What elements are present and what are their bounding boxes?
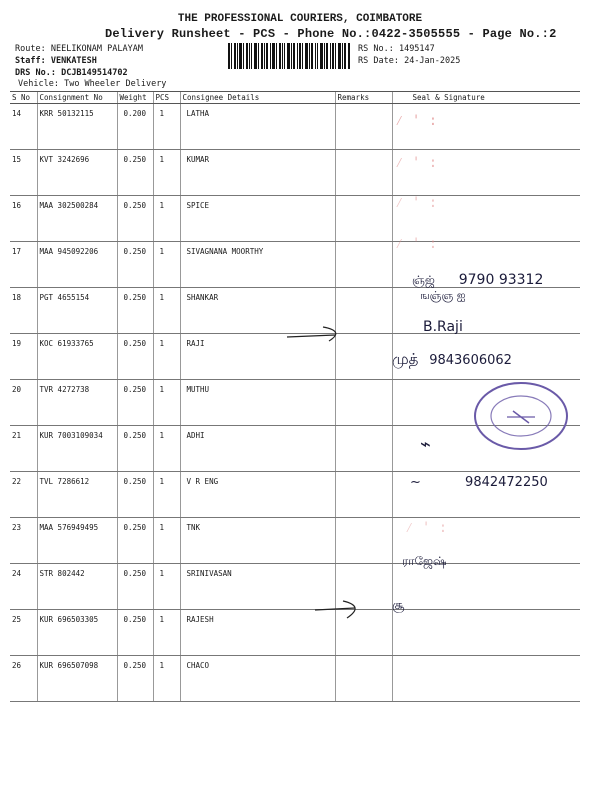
cell-consignment-no: STR 802442 bbox=[37, 564, 117, 610]
handwritten-phone-20: 9843606062 bbox=[429, 353, 512, 368]
col-header-sno: S No bbox=[10, 92, 37, 104]
cell-consignee: MUTHU bbox=[180, 380, 335, 426]
vehicle-value: Two Wheeler Delivery bbox=[64, 79, 167, 89]
cell-remarks bbox=[335, 242, 392, 288]
cell-weight: 0.250 bbox=[117, 472, 153, 518]
cell-seal-signature bbox=[392, 656, 580, 702]
cell-sno: 23 bbox=[10, 518, 37, 564]
faint-mark-row-17: ⁄ ' : bbox=[395, 236, 438, 252]
signature-scribble: ஞ்ஜ் bbox=[412, 273, 435, 287]
handwritten-phone-18: 9790 93312 bbox=[458, 272, 544, 288]
cell-consignment-no: KUR 696507098 bbox=[37, 656, 117, 702]
cell-consignee: SRINIVASAN bbox=[180, 564, 335, 610]
cell-consignee: RAJESH bbox=[180, 610, 335, 656]
runsheet-title: Delivery Runsheet - PCS - Phone No.:0422-3505555 - Page No.:2 bbox=[105, 27, 557, 41]
signature-row-18 bbox=[412, 272, 543, 289]
cell-remarks bbox=[335, 426, 392, 472]
cell-sno: 21 bbox=[10, 426, 37, 472]
table-row bbox=[10, 518, 580, 564]
cell-sno: 17 bbox=[10, 242, 37, 288]
vehicle-label: Vehicle: bbox=[18, 79, 59, 89]
signature-row-22: ⌁ bbox=[420, 434, 431, 455]
cell-sno: 18 bbox=[10, 288, 37, 334]
cell-consignment-no: TVR 4272738 bbox=[37, 380, 117, 426]
cell-remarks bbox=[335, 518, 392, 564]
table-row bbox=[10, 610, 580, 656]
cell-sno: 26 bbox=[10, 656, 37, 702]
cell-consignee: V R ENG bbox=[180, 472, 335, 518]
cell-sno: 22 bbox=[10, 472, 37, 518]
cell-weight: 0.250 bbox=[117, 334, 153, 380]
cell-consignment-no: KUR 696503305 bbox=[37, 610, 117, 656]
cell-sno: 15 bbox=[10, 150, 37, 196]
signature-row-23 bbox=[410, 475, 548, 490]
cell-consignee: LATHA bbox=[180, 104, 335, 150]
table-header-row bbox=[10, 92, 580, 104]
table-row bbox=[10, 656, 580, 702]
table-row bbox=[10, 150, 580, 196]
cell-consignment-no: MAA 576949495 bbox=[37, 518, 117, 564]
cell-consignment-no: KUR 7003109034 bbox=[37, 426, 117, 472]
cell-consignee: SPICE bbox=[180, 196, 335, 242]
cell-weight: 0.250 bbox=[117, 196, 153, 242]
cell-remarks bbox=[335, 150, 392, 196]
faint-mark-row-16: ⁄ ' : bbox=[395, 195, 438, 211]
drs-line bbox=[15, 68, 128, 78]
cell-pcs: 1 bbox=[153, 426, 180, 472]
cell-seal-signature bbox=[392, 610, 580, 656]
cell-pcs: 1 bbox=[153, 656, 180, 702]
faint-mark-row-15: ⁄ ' : bbox=[395, 155, 438, 171]
cell-consignee: CHACO bbox=[180, 656, 335, 702]
cell-weight: 0.250 bbox=[117, 288, 153, 334]
cell-consignee: TNK bbox=[180, 518, 335, 564]
cell-weight: 0.250 bbox=[117, 150, 153, 196]
seal-stamp bbox=[473, 381, 569, 451]
cell-pcs: 1 bbox=[153, 564, 180, 610]
staff-line bbox=[15, 56, 97, 66]
company-name: THE PROFESSIONAL COURIERS, COIMBATORE bbox=[177, 13, 423, 25]
cell-remarks bbox=[335, 380, 392, 426]
signature-scribble: ~ bbox=[410, 475, 421, 490]
cell-weight: 0.250 bbox=[117, 426, 153, 472]
cell-consignment-no: TVL 7286612 bbox=[37, 472, 117, 518]
arrow-mark-row-19 bbox=[285, 322, 355, 344]
cell-sno: 20 bbox=[10, 380, 37, 426]
col-header-consignment: Consignment No bbox=[37, 92, 117, 104]
rs-no-line bbox=[358, 44, 435, 54]
cell-consignee: RAJI bbox=[180, 334, 335, 380]
cell-pcs: 1 bbox=[153, 518, 180, 564]
drs-label: DRS No.: bbox=[15, 68, 56, 78]
rs-date-label: RS Date: bbox=[358, 56, 399, 66]
staff-label: Staff: bbox=[15, 56, 46, 66]
cell-pcs: 1 bbox=[153, 196, 180, 242]
route-line bbox=[15, 44, 143, 54]
barcode bbox=[228, 43, 350, 69]
cell-sno: 24 bbox=[10, 564, 37, 610]
rs-no-label: RS No.: bbox=[358, 44, 394, 54]
cell-weight: 0.250 bbox=[117, 610, 153, 656]
cell-sno: 16 bbox=[10, 196, 37, 242]
cell-weight: 0.250 bbox=[117, 380, 153, 426]
handwritten-phone-23: 9842472250 bbox=[465, 475, 548, 490]
vehicle-line bbox=[18, 79, 166, 89]
arrow-mark-row-26 bbox=[313, 598, 373, 622]
table-row bbox=[10, 564, 580, 610]
faint-mark-row-24: ⁄ ' : bbox=[405, 520, 448, 536]
cell-weight: 0.250 bbox=[117, 564, 153, 610]
cell-sno: 14 bbox=[10, 104, 37, 150]
cell-pcs: 1 bbox=[153, 380, 180, 426]
table-row bbox=[10, 104, 580, 150]
cell-consignment-no: PGT 4655154 bbox=[37, 288, 117, 334]
rs-date-line bbox=[358, 56, 460, 66]
cell-consignment-no: KRR 50132115 bbox=[37, 104, 117, 150]
cell-sno: 25 bbox=[10, 610, 37, 656]
cell-pcs: 1 bbox=[153, 150, 180, 196]
cell-remarks bbox=[335, 656, 392, 702]
signature-row-25: ராஜேஷ் bbox=[402, 554, 447, 568]
signature-row-26: சூ bbox=[392, 598, 405, 613]
cell-remarks bbox=[335, 196, 392, 242]
cell-weight: 0.200 bbox=[117, 104, 153, 150]
route-label: Route: bbox=[15, 44, 46, 54]
drs-value: DCJB149514702 bbox=[61, 68, 128, 78]
cell-pcs: 1 bbox=[153, 472, 180, 518]
cell-consignment-no: KOC 61933765 bbox=[37, 334, 117, 380]
cell-weight: 0.250 bbox=[117, 518, 153, 564]
cell-consignment-no: KVT 3242696 bbox=[37, 150, 117, 196]
route-value: NEELIKONAM PALAYAM bbox=[50, 44, 143, 54]
col-header-seal-signature: Seal & Signature bbox=[392, 92, 580, 104]
table-row bbox=[10, 196, 580, 242]
rs-no-value: 1495147 bbox=[398, 44, 435, 54]
cell-weight: 0.250 bbox=[117, 656, 153, 702]
rs-date-value: 24-Jan-2025 bbox=[404, 56, 461, 66]
cell-consignment-no: MAA 302500284 bbox=[37, 196, 117, 242]
cell-pcs: 1 bbox=[153, 242, 180, 288]
cell-pcs: 1 bbox=[153, 334, 180, 380]
cell-consignee: ADHI bbox=[180, 426, 335, 472]
cell-consignee: SIVAGNANA MOORTHY bbox=[180, 242, 335, 288]
cell-remarks bbox=[335, 472, 392, 518]
cell-pcs: 1 bbox=[153, 288, 180, 334]
cell-consignment-no: MAA 945092206 bbox=[37, 242, 117, 288]
handwritten-name-19: B.Raji bbox=[423, 319, 463, 335]
cell-weight: 0.250 bbox=[117, 242, 153, 288]
cell-pcs: 1 bbox=[153, 610, 180, 656]
cell-sno: 19 bbox=[10, 334, 37, 380]
cell-seal-signature bbox=[392, 564, 580, 610]
cell-pcs: 1 bbox=[153, 104, 180, 150]
col-header-pcs: PCS bbox=[153, 92, 180, 104]
signature-row-18b: ஙஞ்ஞ ஐ bbox=[420, 289, 466, 302]
cell-consignee: SHANKAR bbox=[180, 288, 335, 334]
col-header-weight: Weight bbox=[117, 92, 153, 104]
signature-row-20 bbox=[392, 350, 512, 370]
col-header-remarks: Remarks bbox=[335, 92, 392, 104]
col-header-consignee: Consignee Details bbox=[180, 92, 335, 104]
faint-mark-row-14: ⁄ ' : bbox=[395, 113, 438, 129]
staff-value: VENKATESH bbox=[50, 56, 97, 66]
signature-scribble: முத் bbox=[392, 350, 419, 368]
cell-consignee: KUMAR bbox=[180, 150, 335, 196]
cell-remarks bbox=[335, 104, 392, 150]
